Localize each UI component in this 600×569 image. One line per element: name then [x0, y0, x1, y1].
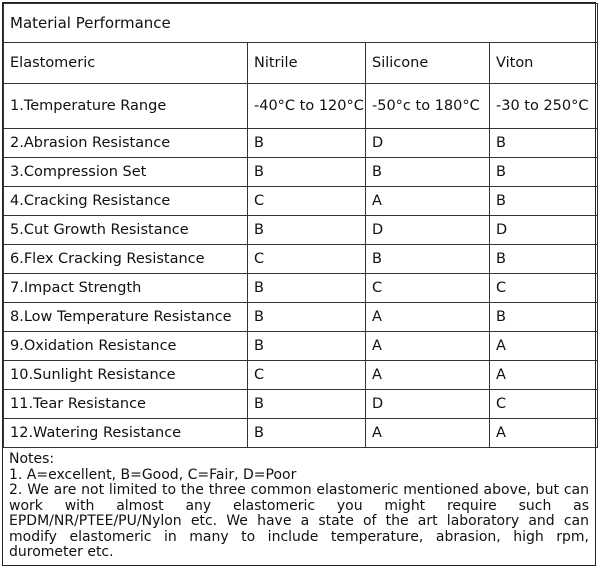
silicone-cell: A	[366, 303, 490, 332]
viton-cell: B	[490, 158, 598, 187]
table-row	[4, 158, 598, 187]
notes-section	[3, 448, 595, 561]
nitrile-cell: B	[248, 332, 366, 361]
viton-cell: B	[490, 245, 598, 274]
nitrile-cell: C	[248, 361, 366, 390]
table-row	[4, 187, 598, 216]
column-header-viton: Viton	[490, 43, 598, 84]
silicone-cell: A	[366, 332, 490, 361]
silicone-cell: A	[366, 187, 490, 216]
table-row	[4, 245, 598, 274]
table-row	[4, 361, 598, 390]
viton-cell: A	[490, 361, 598, 390]
silicone-cell: B	[366, 158, 490, 187]
property-cell: 5.Cut Growth Resistance	[4, 216, 248, 245]
nitrile-cell: B	[248, 129, 366, 158]
column-header-elastomeric: Elastomeric	[4, 43, 248, 84]
table-row	[4, 84, 598, 129]
nitrile-cell: -40°C to 120°C	[248, 84, 366, 129]
nitrile-cell: C	[248, 245, 366, 274]
material-performance-table	[3, 3, 598, 448]
property-cell: 2.Abrasion Resistance	[4, 129, 248, 158]
table-row	[4, 303, 598, 332]
column-header-silicone: Silicone	[366, 43, 490, 84]
viton-cell: D	[490, 216, 598, 245]
silicone-cell: C	[366, 274, 490, 303]
nitrile-cell: B	[248, 274, 366, 303]
table-title: Material Performance	[4, 4, 598, 43]
table-header-row	[4, 43, 598, 84]
material-performance-sheet	[2, 2, 596, 566]
viton-cell: B	[490, 187, 598, 216]
viton-cell: A	[490, 332, 598, 361]
silicone-cell: -50°c to 180°C	[366, 84, 490, 129]
nitrile-cell: C	[248, 187, 366, 216]
property-cell: 12.Watering Resistance	[4, 419, 248, 448]
nitrile-cell: B	[248, 216, 366, 245]
property-cell: 11.Tear Resistance	[4, 390, 248, 419]
silicone-cell: A	[366, 361, 490, 390]
viton-cell: -30 to 250°C	[490, 84, 598, 129]
nitrile-cell: B	[248, 158, 366, 187]
nitrile-cell: B	[248, 303, 366, 332]
property-cell: 8.Low Temperature Resistance	[4, 303, 248, 332]
viton-cell: B	[490, 303, 598, 332]
silicone-cell: A	[366, 419, 490, 448]
viton-cell: A	[490, 419, 598, 448]
viton-cell: B	[490, 129, 598, 158]
silicone-cell: D	[366, 216, 490, 245]
silicone-cell: B	[366, 245, 490, 274]
viton-cell: C	[490, 390, 598, 419]
table-row	[4, 390, 598, 419]
table-row	[4, 332, 598, 361]
property-cell: 6.Flex Cracking Resistance	[4, 245, 248, 274]
table-row	[4, 274, 598, 303]
nitrile-cell: B	[248, 419, 366, 448]
table-row	[4, 216, 598, 245]
column-header-nitrile: Nitrile	[248, 43, 366, 84]
silicone-cell: D	[366, 129, 490, 158]
nitrile-cell: B	[248, 390, 366, 419]
table-row	[4, 129, 598, 158]
property-cell: 1.Temperature Range	[4, 84, 248, 129]
property-cell: 10.Sunlight Resistance	[4, 361, 248, 390]
note-grading-legend: 1. A=excellent, B=Good, C=Fair, D=Poor	[9, 466, 297, 483]
table-title-row	[4, 4, 598, 43]
property-cell: 7.Impact Strength	[4, 274, 248, 303]
notes-heading: Notes:	[9, 451, 55, 467]
property-cell: 9.Oxidation Resistance	[4, 332, 248, 361]
note-capabilities: 2. We are not limited to the three common elastomeric mentioned above, but can work with almost any elastomeric you might require such as EPDM/NR/PTEE/PU/Nylon etc. We have a state of the art laboratory and can modify elastomeric in many to include temperature, abrasion, high rpm, durometer etc.	[9, 482, 589, 560]
silicone-cell: D	[366, 390, 490, 419]
property-cell: 4.Cracking Resistance	[4, 187, 248, 216]
viton-cell: C	[490, 274, 598, 303]
property-cell: 3.Compression Set	[4, 158, 248, 187]
table-row	[4, 419, 598, 448]
